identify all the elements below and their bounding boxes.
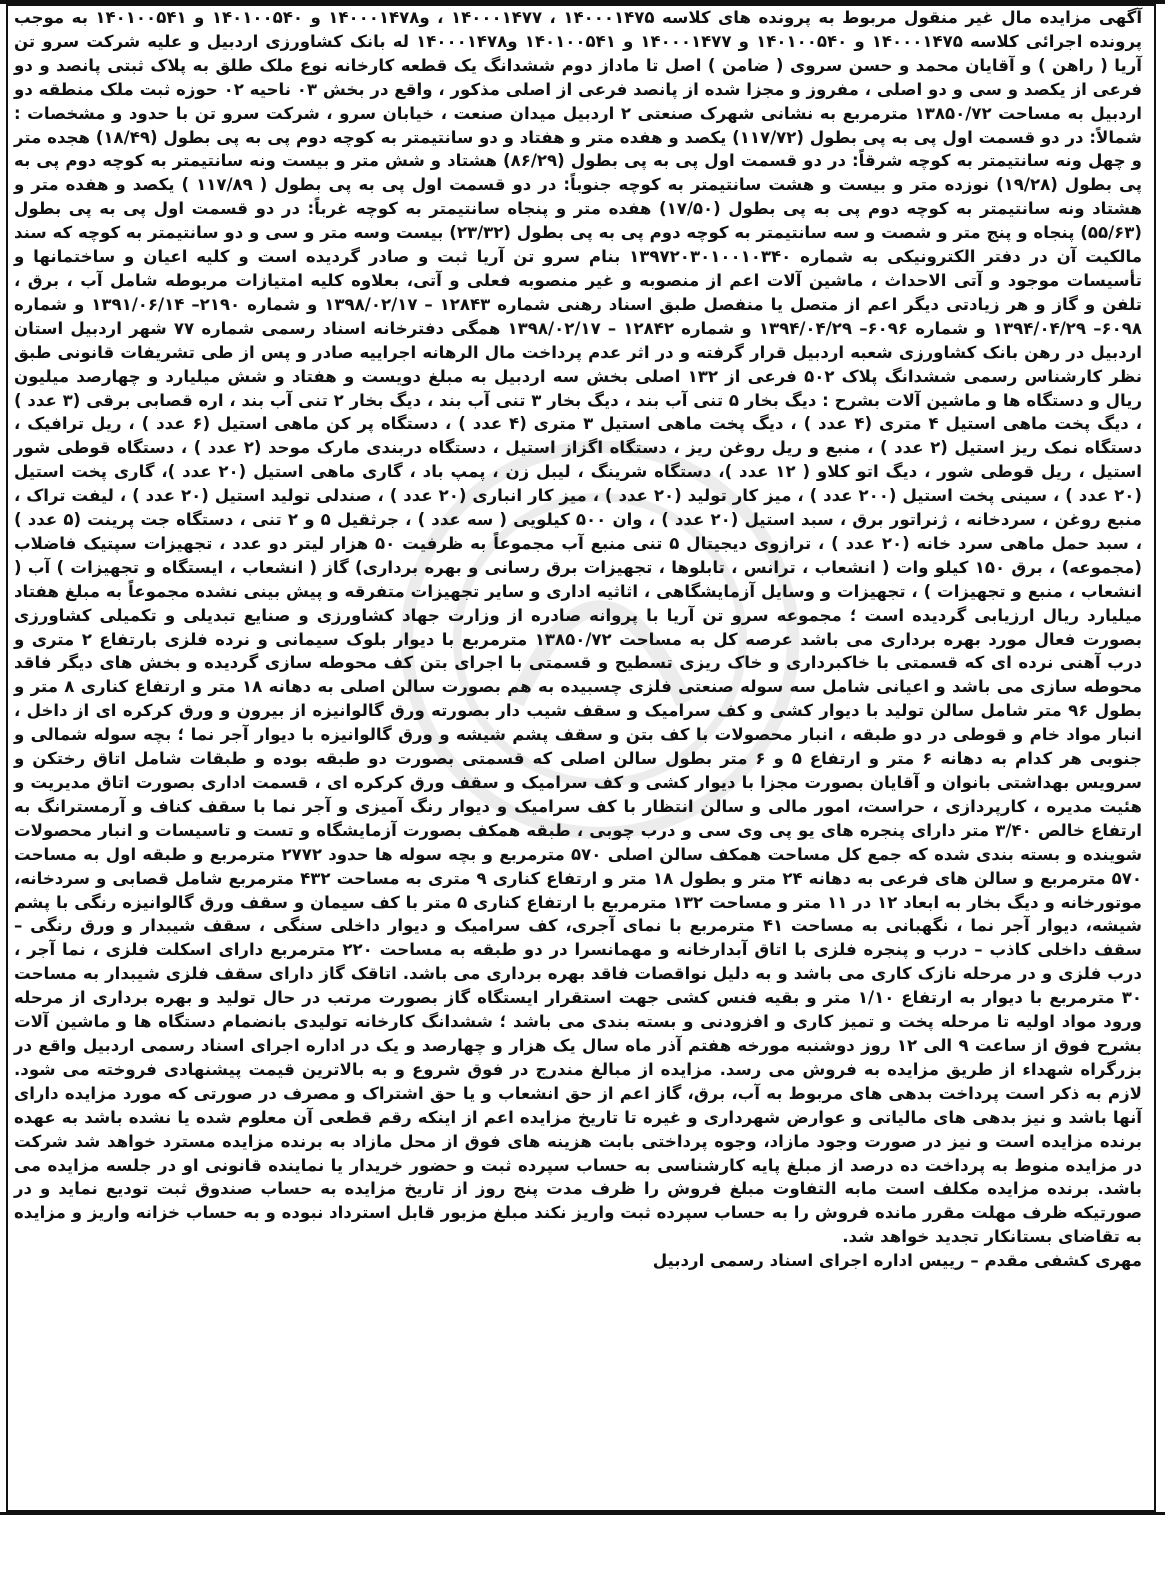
notice-body: آگهی مزایده مال غیر منقول مربوط به پرونده های کلاسه ۱۴۰۰۰۱۴۷۵ ، ۱۴۰۰۰۱۴۷۷ ، و۱۴۰۰۰۱۴۷۸ و ۱۴۰۱۰۰۵۴۰ و ۱۴۰۱۰۰۵۴۱ به موجب پرونده اجرائی کلاسه ۱۴۰۰۰۱۴۷۵ و ۱۴۰۱۰۰۵۴۰ و ۱۴۰۰۰۱۴۷۷ و ۱۴۰۱۰۰۵۴۱ و۱۴۰۰۰۱۴۷۸ له بانک کشاورزی اردبیل و علیه شرکت سرو تن آریا ( راهن ) و آقایان محمد و حسن سروی ( ضامن ) اصل تا ماداز دوم ششدانگ یک قطعه کارخانه نوع ملک طلق به پلاک ثبتی پانصد و دو فرعی از یکصد و سی و دو اصلی ، مفروز و مجزا شده از پانصد فرعی از اصلی مذکور ، واقع در بخش ۰۳ ناحیه ۰۲ حوزه ثبت ملک منطقه دو اردبیل به مساحت ۱۳۸۵۰/۷۲ مترمربع به نشانی شهرک صنعتی ۲ اردبیل میدان صنعت ، خیابان سرو ، شرکت سرو تن با حدود و مشخصات : شمالاً: در دو قسمت اول پی به پی بطول (۱۱۷/۷۲) یکصد و هفده متر و هفتاد و دو سانتیمتر به کوچه دوم پی به پی بطول (۱۸/۴۹) هجده متر و چهل ونه سانتیمتر به کوچه شرقاً: در دو قسمت اول پی به پی بطول (۸۶/۲۹) هشتاد و شش متر و بیست ونه سانتیمتر به کوچه دوم پی به پی بطول (۱۹/۲۸) نوزده متر و بیست و هشت سانتیمتر به کوچه جنوباً: در دو قسمت اول پی به پی بطول ( ۱۱۷/۸۹ ) یکصد و هفده متر و هشتاد ونه سانتیمتر به کوچه دوم پی به پی بطول (۱۷/۵۰) هفده متر و پنجاه سانتیمتر به کوچه غرباً: در دو قسمت اول پی به پی بطول (۵۵/۶۳) پنجاه و پنج متر و شصت و سه سانتیمتر به کوچه دوم پی به پی بطول (۲۳/۳۲) بیست وسه متر و سی و دو سانتیمتر به کوچه که سند مالکیت آن در دفتر الکترونیکی به شماره ۱۳۹۷۲۰۳۰۱۰۰۱۰۳۴۰ بنام سرو تن آریا ثبت و صادر گردیده است و کلیه اعیان و ساختمانها و تأسیسات موجود و آتی الاحداث ، ماشین آلات اعم از منصوبه و غیر منصوبه فعلی و آتی، بعلاوه کلیه امتیازات مربوطه شامل آب ، برق ، تلفن و گاز و هر زیادتی دیگر اعم از متصل یا منفصل طبق اسناد رهنی شماره ۱۲۸۴۳ – ۱۳۹۸/۰۲/۱۷ و شماره ۲۱۹۰– ۱۳۹۱/۰۶/۱۴ و شماره ۶۰۹۸– ۱۳۹۴/۰۴/۲۹ و شماره ۶۰۹۶– ۱۳۹۴/۰۴/۲۹ و شماره ۱۲۸۴۲ – ۱۳۹۸/۰۲/۱۷ همگی دفترخانه اسناد رسمی شماره ۷۷ شهر اردبیل استان اردبیل در رهن بانک کشاورزی شعبه اردبیل قرار گرفته و در اثر عدم پرداخت مال الرهانه اجراییه صادر و پس از طی تشریفات قانونی طبق نظر کارشناس رسمی ششدانگ پلاک ۵۰۲ فرعی از ۱۳۲ اصلی بخش سه اردبیل به مبلغ دویست و هفتاد و شش میلیارد و چهارصد میلیون ریال و دستگاه ها و ماشین آلات بشرح : دیگ بخار ۵ تنی آب بند ، دیگ بخار ۳ تنی آب بند ، دیگ بخار ۲ تنی آب بند ، اره قصابی برقی (۳ عدد ) ، دیگ پخت ماهی استیل ۴ متری (۴ عدد ) ، دیگ پخت ماهی استیل ۳ متری (۴ عدد ) ، دستگاه پر کن ماهی استیل (۶ عدد ) ، ریل ترافیک ، دستگاه نمک ریز استیل (۲ عدد ) ، منبع و ریل روغن ریز ، دستگاه اگزاز استیل ، دستگاه دربندی مارک موحد (۲ عدد ) ، دستگاه قوطی شور استیل ، ریل قوطی شور ، دیگ اتو کلاو ( ۱۲ عدد )، دستگاه شرینگ ، لیبل زن ، پمپ باد ، گاری ماهی استیل (۲۰ عدد )، گاری پخت استیل (۲۰ عدد ) ، سینی پخت استیل (۲۰۰ عدد ) ، میز کار تولید (۲۰ عدد ) ، میز کار انباری (۲۰ عدد ) ، صندلی تولید استیل (۲۰ عدد ) ، لیفت تراک ، منبع روغن ، سردخانه ، ژنراتور برق ، سبد استیل (۲۰ عدد ) ، وان ۵۰۰ کیلویی ( سه عدد ) ، جرثقیل ۵ و ۲ تنی ، دستگاه جت پرینت (۵ عدد ) ، سبد حمل ماهی سرد خانه (۲۰ عدد ) ، ترازوی دیجیتال ۵ تنی منبع آب مجموعاً به ظرفیت ۵۰ هزار لیتر دو عدد ، تجهیزات سپتیک فاضلاب (مجموعه) ، برق ۱۵۰ کیلو وات ( انشعاب ، ترانس ، تابلوها ، تجهیزات برق رسانی و بهره برداری) گاز ( انشعاب ، ایستگاه و تجهیزات ) آب ( انشعاب ، منبع و تجهیزات ) ، تجهیزات و وسایل آزمایشگاهی ، اثاثیه اداری و سایر تجهیزات متفرقه و پیش بینی نشده مجموعاً به مبلغ هفتاد میلیارد ریال ارزیابی گردیده است ؛ مجموعه سرو تن آریا با پروانه صادره از وزارت جهاد کشاورزی و صنایع تبدیلی و تکمیلی کشاورزی بصورت فعال مورد بهره برداری می باشد عرصه کل به مساحت ۱۳۸۵۰/۷۲ مترمربع با دیوار بلوک سیمانی و نرده فلزی بارتفاع ۲ متری و درب آهنی نرده ای که قسمتی با خاکبرداری و خاک ریزی تسطیح و قسمتی با اجرای بتن کف محوطه سازی گردیده و بخش های دیگر فاقد محوطه سازی می باشد و اعیانی شامل سه سوله صنعتی فلزی چسبیده به هم بصورت سالن اصلی به دهانه ۱۸ متر و ارتفاع کناری ۸ متر و بطول ۹۶ متر شامل سالن تولید با دیوار کشی و کف سرامیک و سقف شیب دار بصورته ورق گالوانیزه از بیرون و ورق کرکره ای از داخل ، انبار مواد خام و قوطی در دو طبقه ، انبار محصولات با کف بتن و سقف پشم شیشه و ورق گالوانیزه با دیوار آجر نما ؛ بچه سوله شمالی و جنوبی هر کدام به دهانه ۶ متر و ارتفاع ۵ و ۶ متر بطول سالن اصلی که قسمتی بصورت دو طبقه بوده و طبقات شامل اتاق رختکن و سرویس بهداشتی بانوان و آقایان بصورت مجزا با دیوار کشی و کف سرامیک و سقف ورق کرکره ای ، قسمت اداری بصورت اتاق مدیریت و هئیت مدیره ، کارپردازی ، حراست، امور مالی و سالن انتظار با کف سرامیک و دیوار رنگ آمیزی و آجر نما با سقف کناف و آرمسترانگ به ارتفاع خالص ۳/۴۰ متر دارای پنجره های یو پی وی سی و درب چوبی ، طبقه همکف بصورت آزمایشگاه و تست و تاسیسات و انبار محصولات شوینده و بسته بندی شده که جمع کل مساحت همکف سالن اصلی ۵۷۰ مترمربع و بچه سوله ها حدود ۲۷۷۲ مترمربع و طبقه اول به مساحت ۵۷۰ مترمربع و سالن های فرعی به دهانه ۲۴ متر و بطول ۱۸ متر و ارتفاع کناری ۹ متری به مساحت ۴۳۲ مترمربع شامل قصابی و سردخانه، موتورخانه و دیگ بخار به ابعاد ۱۲ در ۱۱ متر و مساحت ۱۳۲ مترمربع با ارتفاع کناری ۵ متر با کف سیمان و سقف ورق گالوانیزه رنگی با پشم شیشه، دیوار آجر نما ، نگهبانی به مساحت ۴۱ مترمربع با نمای آجری، کف سرامیک و دیوار داخلی سنگی ، سقف شیبدار و ورق رنگی – سقف داخلی کاذب – درب و پنجره فلزی با اتاق آبدارخانه و مهمانسرا در دو طبقه به مساحت ۲۲۰ مترمربع دارای اسکلت فلزی ، نما آجر ، درب فلزی و در مرحله نازک کاری می باشد و به دلیل نواقصات فاقد بهره برداری می باشد. اتاقک گاز دارای سقف فلزی شیبدار به مساحت ۳۰ مترمربع با دیوار به ارتفاع ۱/۱۰ متر و بقیه فنس کشی جهت استقرار ایستگاه گاز بصورت مرتب در حال تولید و بهره برداری از مرحله ورود مواد اولیه تا مرحله پخت و تمیز کاری و افزودنی و بسته بندی می باشد ؛ ششدانگ کارخانه تولیدی بانضمام دستگاه ها و ماشین آلات بشرح فوق از ساعت ۹ الی ۱۲ روز دوشنبه مورخه هفتم آذر ماه سال یک هزار و چهارصد و یک در اداره اجرای اسناد رسمی اردبیل واقع در بزرگراه شهداء از طریق مزایده به فروش می رسد. مزایده از مبالغ مندرج در فوق شروع و به بالاترین قیمت پیشنهادی فروخته می شود. لازم به ذکر است پرداخت بدهی های مربوط به آب، برق، گاز اعم از حق انشعاب و یا حق اشتراک و مصرف در صورتی که مورد مزایده دارای آنها باشد و نیز بدهی های مالیاتی و عوارض شهرداری و غیره تا تاریخ مزایده اعم از اینکه رقم قطعی آن معلوم شده یا نشده باشد به عهده برنده مزایده است و نیز در صورت وجود مازاد، وجوه پرداختی بابت هزینه های فوق از محل مازاد به برنده مزایده مسترد خواهد شد شرکت در مزایده منوط به پرداخت ده درصد از مبلغ پایه کارشناسی به حساب سپرده ثبت و حضور خریدار یا نماینده قانونی او در جلسه مزایده می باشد. برنده مزایده مکلف است مابه التفاوت مبلغ فروش را ظرف مدت پنج روز از تاریخ مزایده به حساب صندوق ثبت تودیع نماید و در صورتیکه ظرف مهلت مقرر مانده فروش را به حساب سپرده ثبت واریز نکند مبلغ مزبور قابل استرداد نبوده و به حساب خزانه واریز و مزایده به تقاضای بستانکار تجدید خواهد شد.: [14, 8, 1143, 1247]
auction-notice: [14, 6, 1142, 1273]
bottom-border: [0, 1512, 1165, 1515]
notice-signature: مهری کشفی مقدم – رییس اداره اجرای اسناد رسمی اردبیل: [652, 1251, 1142, 1271]
